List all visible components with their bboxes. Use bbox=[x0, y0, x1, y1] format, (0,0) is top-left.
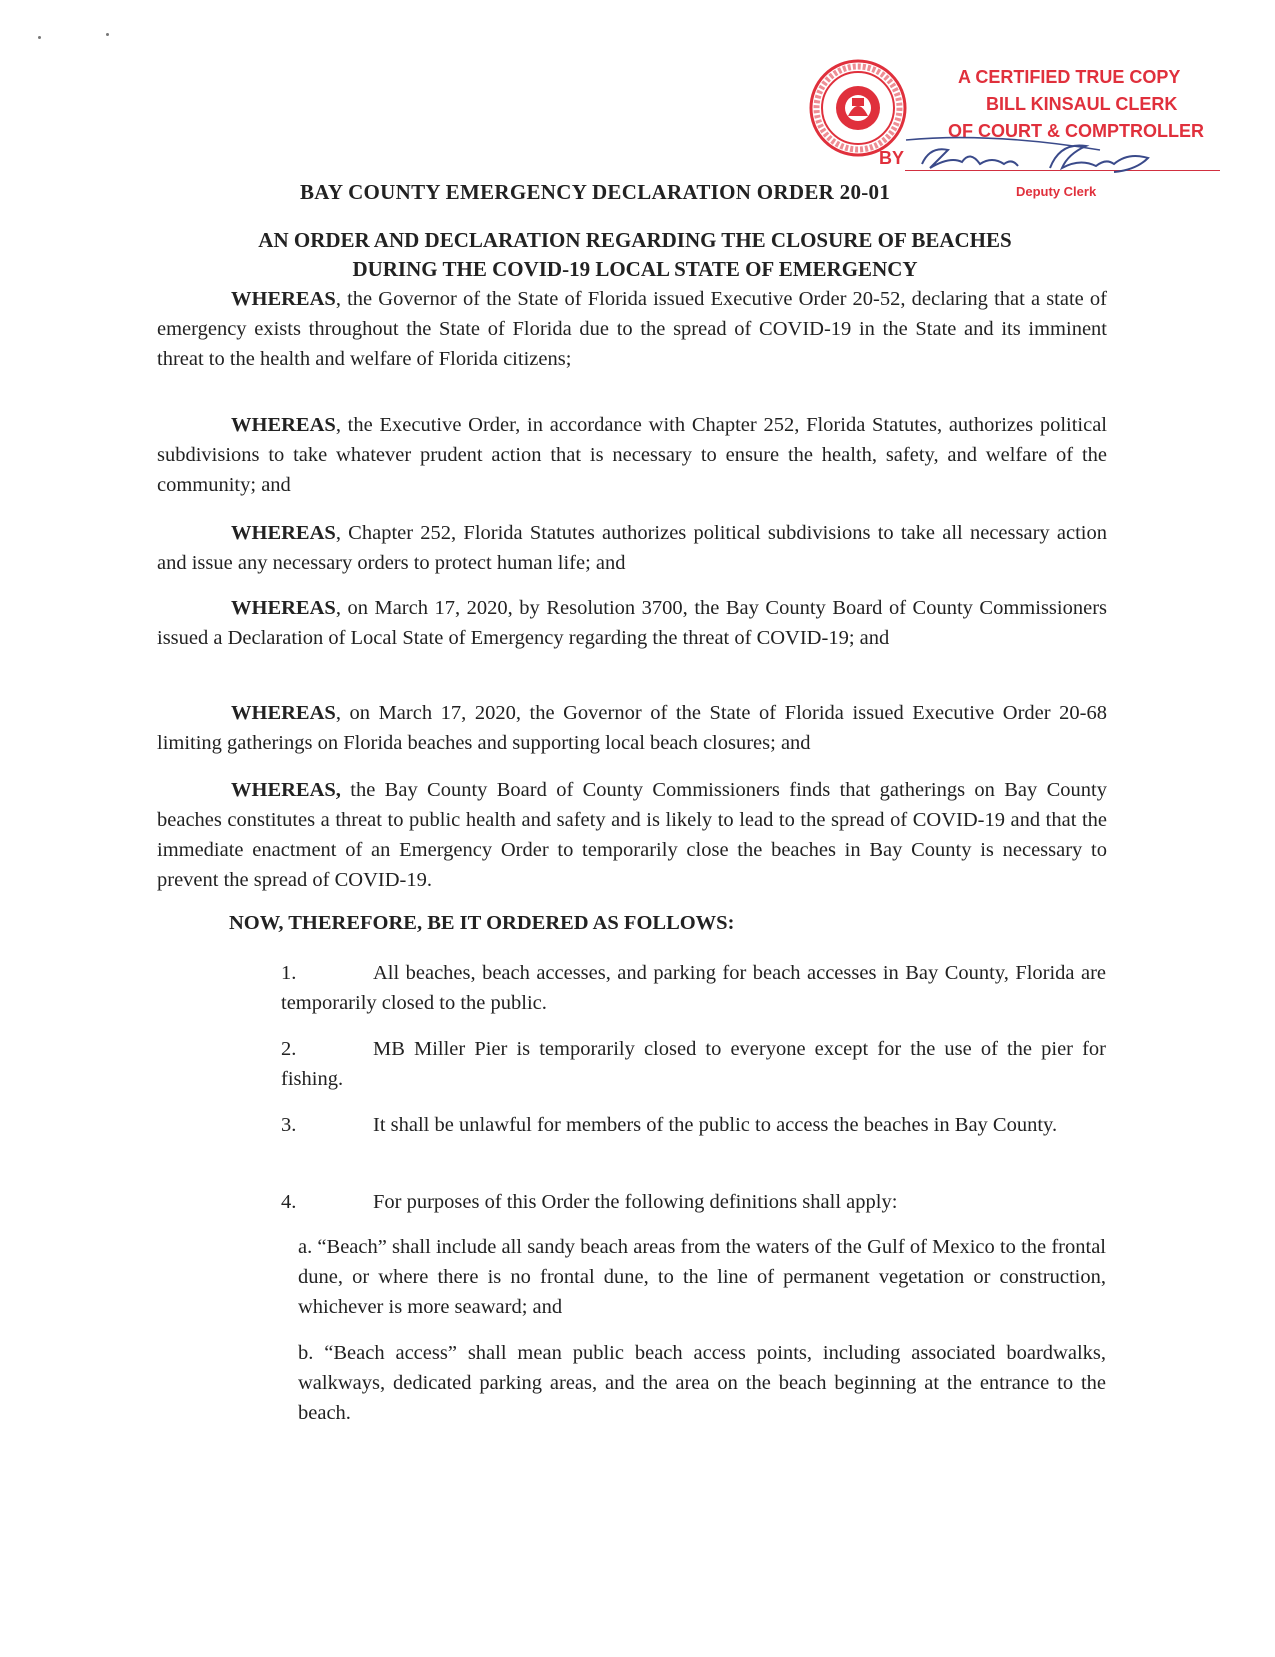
stamp-line-2: BILL KINSAUL CLERK bbox=[986, 94, 1178, 114]
order-item-number: 1. bbox=[281, 962, 297, 984]
order-subtitle bbox=[150, 226, 1120, 284]
order-item bbox=[281, 1110, 1106, 1140]
whereas-lead: WHEREAS bbox=[231, 288, 336, 310]
order-item-number: 4. bbox=[281, 1191, 297, 1213]
definition-item: b. “Beach access” shall mean public beach access points, including associated boardwalks, walkways, dedicated parking areas, and the area on the beach beginning at the entrance to the beach. bbox=[298, 1342, 1106, 1424]
whereas-text: , Chapter 252, Florida Statutes authorizes political subdivisions to take all necessary action and issue any necessary orders to protect human life; and bbox=[157, 522, 1107, 574]
handwritten-signature bbox=[900, 128, 1160, 178]
whereas-paragraph bbox=[157, 518, 1107, 578]
deputy-clerk-label: Deputy Clerk bbox=[1016, 184, 1097, 199]
order-item bbox=[281, 1034, 1106, 1094]
order-item-number: 2. bbox=[281, 1038, 297, 1060]
order-item bbox=[281, 958, 1106, 1018]
whereas-lead: WHEREAS, bbox=[231, 779, 341, 801]
whereas-paragraph bbox=[157, 284, 1107, 374]
stamp-line-3: OF COURT & COMPTROLLER bbox=[948, 121, 1204, 141]
definition-item: a. “Beach” shall include all sandy beach areas from the waters of the Gulf of Mexico to the frontal dune, or where there is no frontal dune, to the line of permanent vegetation or construction, whichever is more seaward; and bbox=[298, 1236, 1106, 1318]
whereas-text: , on March 17, 2020, by Resolution 3700, the Bay County Board of County Commissioners issued a Declaration of Local State of Emergency regarding the threat of COVID-19; and bbox=[157, 597, 1107, 649]
whereas-text: , on March 17, 2020, the Governor of the State of Florida issued Executive Order 20-68 limiting gatherings on Florida beaches and supporting local beach closures; and bbox=[157, 702, 1107, 754]
clerk-seal-icon bbox=[808, 58, 908, 158]
subtitle-line-2: DURING THE COVID-19 LOCAL STATE OF EMERGENCY bbox=[352, 257, 918, 281]
whereas-paragraph bbox=[157, 410, 1107, 500]
ordered-heading: NOW, THEREFORE, BE IT ORDERED AS FOLLOWS: bbox=[229, 912, 735, 934]
whereas-lead: WHEREAS bbox=[231, 597, 336, 619]
order-item-number: 3. bbox=[281, 1114, 297, 1136]
order-item bbox=[281, 1187, 1106, 1217]
order-item-text: All beaches, beach accesses, and parking for beach accesses in Bay County, Florida are temporarily closed to the public. bbox=[281, 962, 1106, 1014]
whereas-lead: WHEREAS bbox=[231, 414, 336, 436]
stamp-line-1: A CERTIFIED TRUE COPY bbox=[958, 67, 1181, 87]
whereas-lead: WHEREAS bbox=[231, 522, 336, 544]
whereas-text: , the Executive Order, in accordance with Chapter 252, Florida Statutes, authorizes political subdivisions to take whatever prudent action that is necessary to ensure the health, safety, and welfare of the community; and bbox=[157, 414, 1107, 496]
whereas-lead: WHEREAS bbox=[231, 702, 336, 724]
stamp-by-label: BY bbox=[879, 148, 905, 168]
subtitle-line-1: AN ORDER AND DECLARATION REGARDING THE CLOSURE OF BEACHES bbox=[258, 228, 1012, 252]
whereas-paragraph bbox=[157, 593, 1107, 653]
whereas-paragraph bbox=[157, 698, 1107, 758]
order-title: BAY COUNTY EMERGENCY DECLARATION ORDER 20-01 bbox=[300, 180, 891, 204]
order-item-text: For purposes of this Order the following definitions shall apply: bbox=[373, 1191, 898, 1213]
order-item-text: It shall be unlawful for members of the public to access the beaches in Bay County. bbox=[373, 1114, 1058, 1136]
whereas-text: , the Governor of the State of Florida issued Executive Order 20-52, declaring that a state of emergency exists throughout the State of Florida due to the spread of COVID-19 in the State and its imminent threat to the health and welfare of Florida citizens; bbox=[157, 288, 1107, 370]
order-item-text: MB Miller Pier is temporarily closed to everyone except for the use of the pier for fishing. bbox=[281, 1038, 1106, 1090]
scan-speck bbox=[38, 36, 41, 39]
whereas-text: the Bay County Board of County Commissioners finds that gatherings on Bay County beaches constitutes a threat to public health and safety and is likely to lead to the spread of COVID-19 and that the immediate enactment of an Emergency Order to temporarily close the beaches in Bay County is necessary to prevent the spread of COVID-19. bbox=[157, 779, 1107, 891]
whereas-paragraph bbox=[157, 775, 1107, 895]
scan-speck bbox=[106, 33, 109, 36]
